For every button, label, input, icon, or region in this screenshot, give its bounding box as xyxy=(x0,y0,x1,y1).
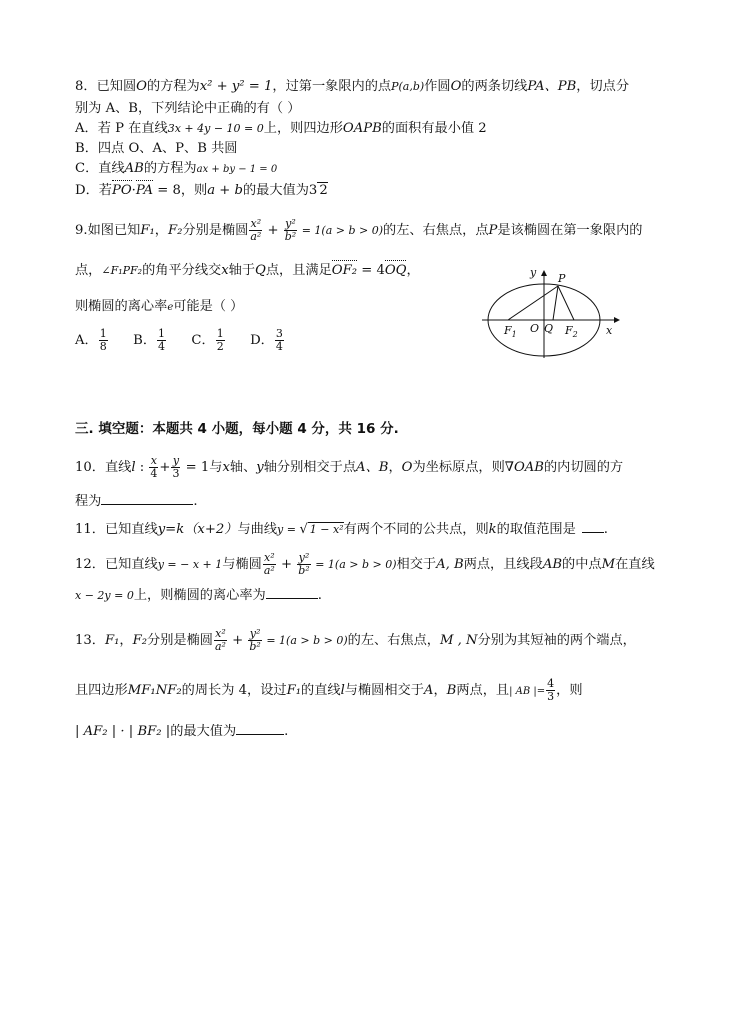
q10-answer-blank[interactable] xyxy=(101,492,193,505)
q10-line2: 程为 . xyxy=(75,494,198,509)
q13-answer-blank[interactable] xyxy=(236,722,284,735)
q11-answer-blank[interactable] xyxy=(582,520,604,533)
q9-options: A． $\frac{1}{8}$ B． $\frac{1}{4}$ C． $\frac{1}{2}$ D． $\frac{3}{4}$ xyxy=(75,327,283,353)
q11-line: 11．已知直线y=k（x+2）与曲线y = √ 1 − x²有两个不同的公共点，则k的取值范围是 . xyxy=(75,522,608,537)
q9-line2: 点，∠F₁PF₂的角平分线交x轴于Q点，且满足OF₂ = 4OQ， xyxy=(75,263,420,278)
q8-option-b: B．四点 O、A、P、B 共圆 xyxy=(75,141,238,156)
label-q: Q xyxy=(544,322,554,335)
q10-line1: 10．直线l : $\frac{x}{4}$ + $\frac{y}{3}$ = 1与x轴、y轴分别相交于点A、B，O为坐标原点，则∇OAB的内切圆的方 xyxy=(75,454,624,480)
q9-line3: 则椭圆的离心率e可能是（ ） xyxy=(75,299,244,314)
q8-option-d: D．若PO·PA = 8，则a + b的最大值为3 2 xyxy=(75,183,328,198)
label-f1: $F_1$ xyxy=(504,324,517,339)
label-y: y xyxy=(530,266,537,279)
segment-p-q xyxy=(553,286,558,320)
label-f2: $F_2$ xyxy=(565,324,578,339)
q13-line1: 13．F₁，F₂分别是椭圆 $\frac{\text{x²}}{\text{a²}}$ + $\frac{\text{y²}}{\text{b²}}$ = 1(a > b > 0)的左、右焦点，M , N分别为其短袖的两个端点， xyxy=(75,627,636,653)
label-p: P xyxy=(558,272,566,285)
q12-answer-blank[interactable] xyxy=(266,586,318,599)
q8-line1: 8．已知圆O的方程为x² + y² = 1，过第一象限内的点P(a,b)作圆O的两条切线PA、PB，切点分 xyxy=(75,79,630,94)
segment-f1-p xyxy=(508,286,558,320)
segment-p-f2 xyxy=(558,286,574,320)
y-axis-arrow xyxy=(541,270,547,276)
q12-line1: 12．已知直线y = − x + 1与椭圆 $\frac{\text{x²}}{\text{a²}}$ + $\frac{\text{y²}}{\text{b²}}$ = 1(a > b > 0)相交于A, B两点，且线段AB的中点M在直线 xyxy=(75,551,655,577)
q13-line2: 且四边形MF₁NF₂的周长为 4，设过F₁的直线l与椭圆相交于A，B两点，且| AB |= $\frac{4}{3}$ ，则 xyxy=(75,677,583,703)
q8-option-a: A．若 P 在直线3x + 4y − 10 = 0上，则四边形OAPB的面积有最小值 2 xyxy=(75,121,487,136)
section-3-heading: 三. 填空题：本题共 4 小题，每小题 4 分，共 16 分. xyxy=(75,421,399,437)
q9-line1: 9.如图已知F₁，F₂分别是椭圆 $\frac{\text{x²}}{\text{a²}}$ + $\frac{\text{y²}}{\text{b²}}$ = 1(a > b > 0)的左、右焦点，点P是该椭圆在第一象限内的 xyxy=(75,217,643,243)
q12-line2: x − 2y = 0上，则椭圆的离心率为 . xyxy=(75,588,322,603)
q13-line3: | AF₂ | · | BF₂ |的最大值为 . xyxy=(75,724,289,739)
q8-line2: 别为 A、B，下列结论中正确的有（ ） xyxy=(75,101,301,116)
x-axis-arrow xyxy=(614,317,620,323)
label-o: O xyxy=(530,322,540,335)
ellipse-figure xyxy=(478,262,628,362)
label-x: x xyxy=(606,324,613,337)
q8-option-c: C．直线AB的方程为ax + by − 1 = 0 xyxy=(75,161,278,176)
